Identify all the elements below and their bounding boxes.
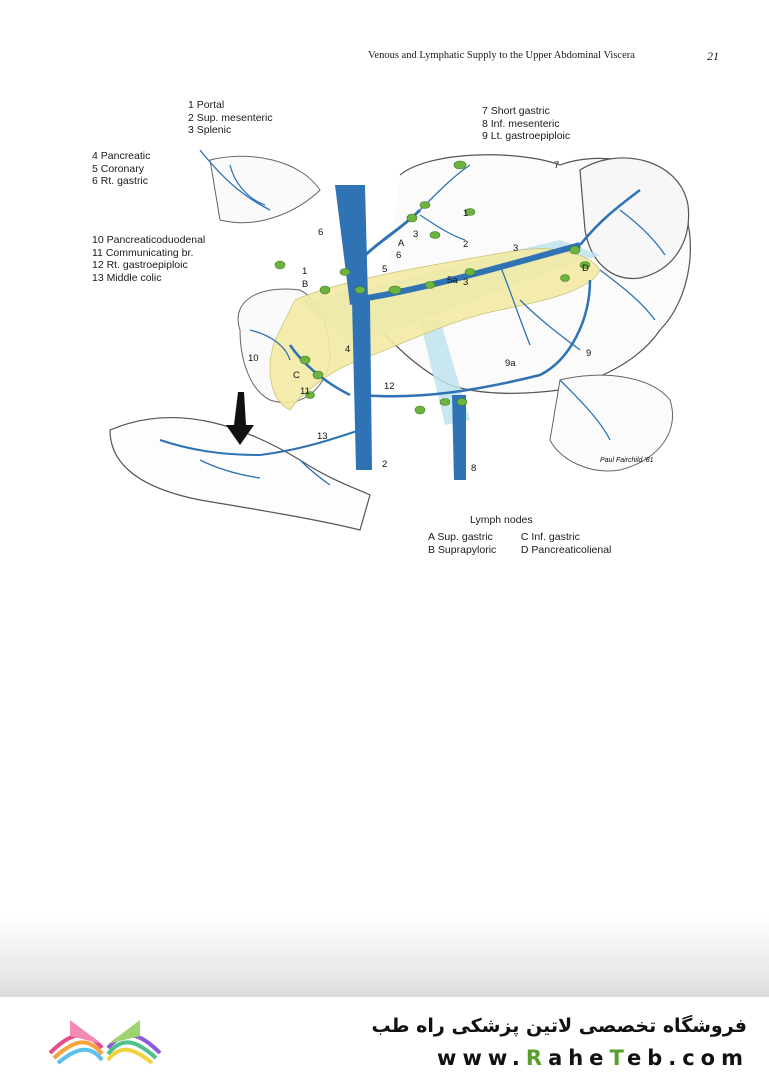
legend-item: 10 Pancreaticoduodenal (92, 234, 206, 246)
legend-item: 7 Short gastric (482, 105, 550, 117)
superior-mesenteric-vein (352, 300, 372, 470)
lymph-key-c: C Inf. gastric (520, 531, 580, 543)
legend-item: 12 Rt. gastroepiploic (92, 259, 188, 272)
web-t: T (609, 1046, 627, 1070)
web-suffix: eb.com (626, 1046, 749, 1070)
legend-item: 8 Inf. mesenteric (482, 117, 560, 130)
figure-label: 6 (396, 250, 402, 261)
lymph-key-d: D Pancreaticolienal (520, 544, 612, 556)
lymph-key-a: A Sup. gastric (428, 531, 493, 543)
legend-item: 2 Sup. mesenteric (188, 111, 273, 124)
legend-item: 6 Rt. gastric (92, 175, 149, 188)
figure-label: 3 (463, 277, 469, 288)
legend-item: 4 Pancreatic (92, 150, 151, 162)
node-label: D (582, 263, 589, 274)
web-prefix: www. (437, 1046, 526, 1070)
web-mid: ahe (548, 1046, 610, 1070)
legend-item: 1 Portal (188, 99, 225, 111)
figure-label: 9 (586, 348, 592, 359)
figure-label: 5 (382, 264, 388, 275)
running-title: Venous and Lymphatic Supply to the Upper Abdominal Viscera (368, 50, 635, 61)
lymph-key-title: Lymph nodes (470, 514, 533, 526)
web-r: R (525, 1046, 549, 1070)
figure-label: 6 (318, 227, 324, 238)
figure-label: 2 (382, 459, 388, 470)
legend-item: 3 Splenic (188, 124, 232, 137)
rahe-teb-logo (40, 1008, 170, 1070)
node-label: B (302, 279, 309, 290)
figure-label: 12 (384, 381, 395, 392)
legend-item: 5 Coronary (92, 162, 144, 175)
figure-label: 8 (471, 463, 477, 474)
figure-label: 1 (463, 208, 469, 219)
lymph-node-key (428, 514, 611, 557)
figure-label: 2 (463, 239, 469, 250)
inferior-mesenteric-vein (452, 395, 466, 480)
footer-website[interactable] (437, 1046, 749, 1070)
figure-label: 13 (317, 431, 328, 442)
page-shadow (0, 915, 769, 1000)
legend-item: 13 Middle colic (92, 271, 162, 284)
figure-label: 3 (513, 243, 519, 254)
liver-fold (210, 156, 320, 222)
lymph-key-b: B Suprapyloric (428, 544, 497, 556)
figure-label: 11 (300, 386, 310, 397)
figure-label: 10 (248, 353, 259, 364)
figure-label: 5a (447, 275, 458, 286)
legend-item: 9 Lt. gastroepiploic (482, 130, 571, 143)
figure-label: 4 (345, 344, 351, 355)
figure-label: 9a (505, 358, 516, 369)
figure-label: 1 (302, 266, 308, 277)
figure-label: 3 (413, 229, 419, 240)
footer-persian-title: فروشگاه تخصصی لاتین پزشکی راه طب (371, 1015, 747, 1037)
node-label: A (398, 238, 405, 249)
page-number: 21 (707, 49, 719, 63)
artist-signature: Paul Fairchild '81 (600, 457, 654, 464)
node-label: C (293, 370, 300, 381)
figure-label: 7 (554, 160, 560, 171)
legend-item: 11 Communicating br. (92, 246, 194, 259)
